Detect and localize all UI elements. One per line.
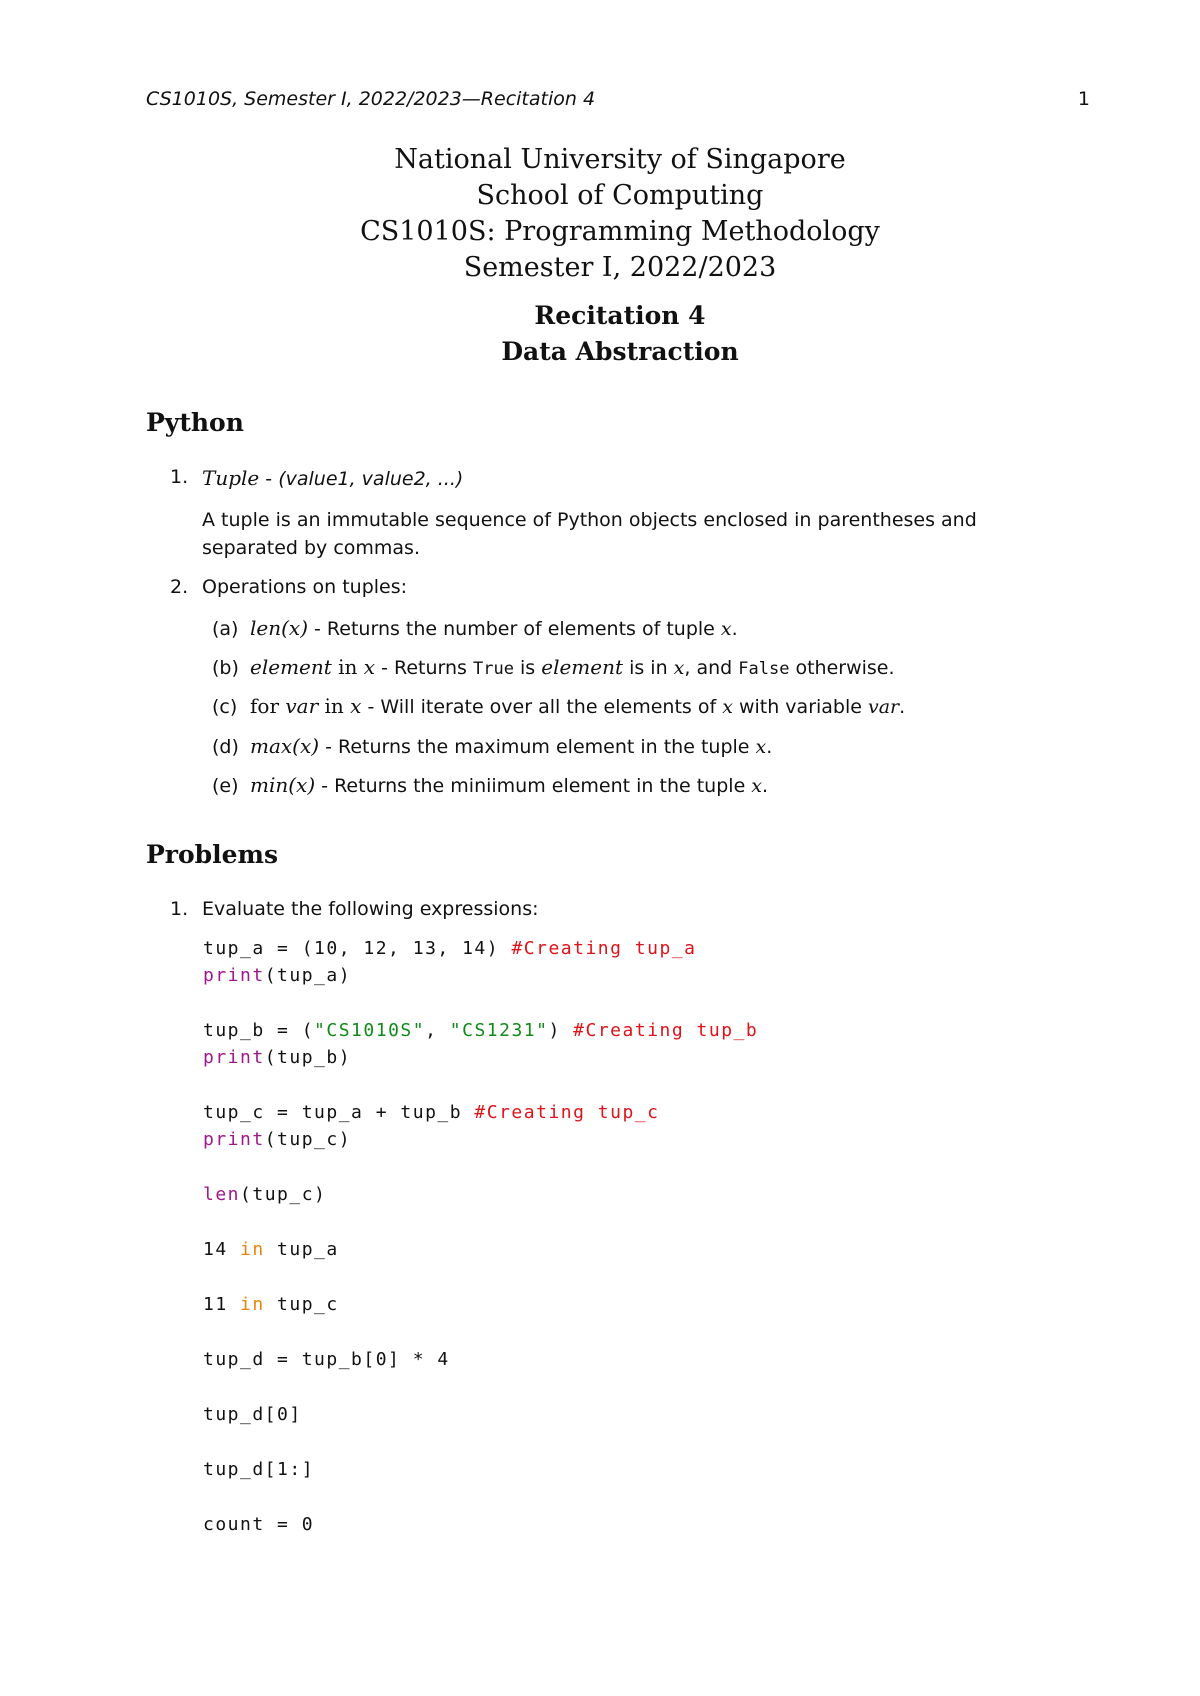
- for-keyword: for: [250, 694, 286, 718]
- op-min: [212, 773, 768, 797]
- op-max: [212, 734, 772, 758]
- code-line: [203, 1294, 339, 1315]
- op-text: .: [762, 775, 769, 797]
- op-text: , and: [684, 657, 739, 679]
- op-var: x: [673, 657, 685, 679]
- code-line: tup_d = tup_b[0] * 4: [203, 1349, 450, 1370]
- op-text: .: [731, 618, 738, 640]
- item-number: 1.: [170, 466, 189, 488]
- op-var: x: [751, 775, 763, 797]
- op-text: - Will iterate over all the elements of: [361, 696, 723, 718]
- op-function: len(x): [250, 616, 308, 640]
- op-text: - Returns: [375, 657, 474, 679]
- university-name: National University of Singapore: [394, 144, 846, 175]
- code-text: (tup_b): [264, 1047, 352, 1068]
- item-number: 1.: [170, 898, 189, 920]
- op-function: min(x): [250, 773, 316, 797]
- course-name: CS1010S: Programming Methodology: [360, 216, 880, 247]
- desc-line: separated by commas.: [202, 537, 420, 559]
- recitation-block: [0, 298, 1200, 370]
- code-line: [203, 938, 697, 959]
- code-line: [203, 1239, 339, 1260]
- code-line: [203, 1047, 351, 1068]
- code-builtin: print: [203, 1047, 265, 1068]
- running-title: CS1010S, Semester I, 2022/2023—Recitation 4: [146, 88, 596, 110]
- section-heading-python: Python: [146, 408, 244, 437]
- recitation-number: Recitation 4: [534, 301, 706, 330]
- false-keyword: False: [738, 659, 790, 679]
- op-label: (e): [212, 775, 239, 797]
- op-label: (d): [212, 736, 239, 758]
- op-text: with variable: [732, 696, 868, 718]
- code-comment: #Creating tup_b: [573, 1020, 759, 1041]
- op-var: var: [868, 696, 900, 718]
- op-var: x: [755, 736, 767, 758]
- code-keyword: in: [240, 1239, 265, 1260]
- code-line: [203, 1102, 659, 1123]
- page-number: 1: [1077, 88, 1090, 110]
- code-text: tup_a: [264, 1239, 339, 1260]
- code-line: [203, 1129, 351, 1150]
- code-line: [203, 965, 351, 986]
- term-tuple: Tuple: [202, 466, 260, 490]
- item-number: 2.: [170, 576, 189, 598]
- code-line: [203, 1184, 326, 1205]
- title-block: [0, 142, 1200, 286]
- op-label: (b): [212, 657, 239, 679]
- op-var: x: [722, 696, 733, 718]
- op-var: var: [285, 694, 319, 718]
- op-text: .: [766, 736, 773, 758]
- code-text: (tup_c): [264, 1129, 352, 1150]
- op-text: - Returns the miniimum element in the tuple: [315, 775, 752, 797]
- school-name: School of Computing: [476, 180, 764, 211]
- separator: -: [259, 468, 279, 490]
- code-builtin: print: [203, 965, 265, 986]
- code-builtin: len: [203, 1184, 241, 1205]
- code-text: (tup_c): [240, 1184, 327, 1205]
- code-line: tup_d[0]: [203, 1404, 302, 1425]
- section-heading-problems: Problems: [146, 840, 279, 869]
- code-line: [203, 1020, 758, 1041]
- op-text: is: [513, 657, 542, 679]
- code-string: "CS1010S": [314, 1020, 426, 1041]
- tuple-syntax: (value1, value2, ...): [278, 468, 464, 490]
- recitation-topic: Data Abstraction: [501, 337, 739, 366]
- running-header: [146, 88, 1090, 116]
- code-line: tup_d[1:]: [203, 1459, 315, 1480]
- item-label: Evaluate the following expressions:: [202, 898, 539, 920]
- true-keyword: True: [473, 659, 514, 679]
- code-keyword: in: [240, 1294, 265, 1315]
- semester: Semester I, 2022/2023: [463, 252, 777, 283]
- op-text: .: [899, 696, 906, 718]
- op-in-keyword: in: [331, 655, 364, 679]
- code-text: ,: [425, 1020, 450, 1041]
- code-text: tup_b = (: [203, 1020, 315, 1041]
- op-label: (a): [212, 618, 239, 640]
- op-len: [212, 616, 738, 640]
- code-text: tup_c = tup_a + tup_b: [203, 1102, 475, 1123]
- item-label: Operations on tuples:: [202, 576, 408, 598]
- op-var: x: [350, 694, 362, 718]
- code-text: ): [548, 1020, 574, 1041]
- op-text: - Returns the maximum element in the tuple: [319, 736, 756, 758]
- op-text: otherwise.: [789, 657, 895, 679]
- op-function: max(x): [250, 734, 320, 758]
- code-comment: #Creating tup_c: [474, 1102, 660, 1123]
- op-text: is in: [623, 657, 674, 679]
- op-element: element: [541, 655, 624, 679]
- code-line: count = 0: [203, 1514, 315, 1535]
- code-text: 11: [203, 1294, 241, 1315]
- code-text: tup_a = (10, 12, 13, 14): [203, 938, 512, 959]
- desc-line: A tuple is an immutable sequence of Python objects enclosed in parentheses and: [202, 509, 977, 531]
- code-text: (tup_a): [264, 965, 352, 986]
- op-in-keyword: in: [318, 694, 351, 718]
- op-var: x: [720, 618, 732, 640]
- tuple-description: [202, 506, 1102, 562]
- op-var: x: [363, 655, 376, 679]
- op-in: [212, 655, 895, 679]
- op-for: [212, 694, 905, 718]
- op-label: (c): [212, 696, 238, 718]
- code-comment: #Creating tup_a: [511, 938, 697, 959]
- code-text: 14: [203, 1239, 241, 1260]
- code-text: tup_c: [264, 1294, 339, 1315]
- code-builtin: print: [203, 1129, 265, 1150]
- op-text: - Returns the number of elements of tuple: [308, 618, 721, 640]
- op-element: element: [250, 655, 332, 679]
- code-string: "CS1231": [449, 1020, 549, 1041]
